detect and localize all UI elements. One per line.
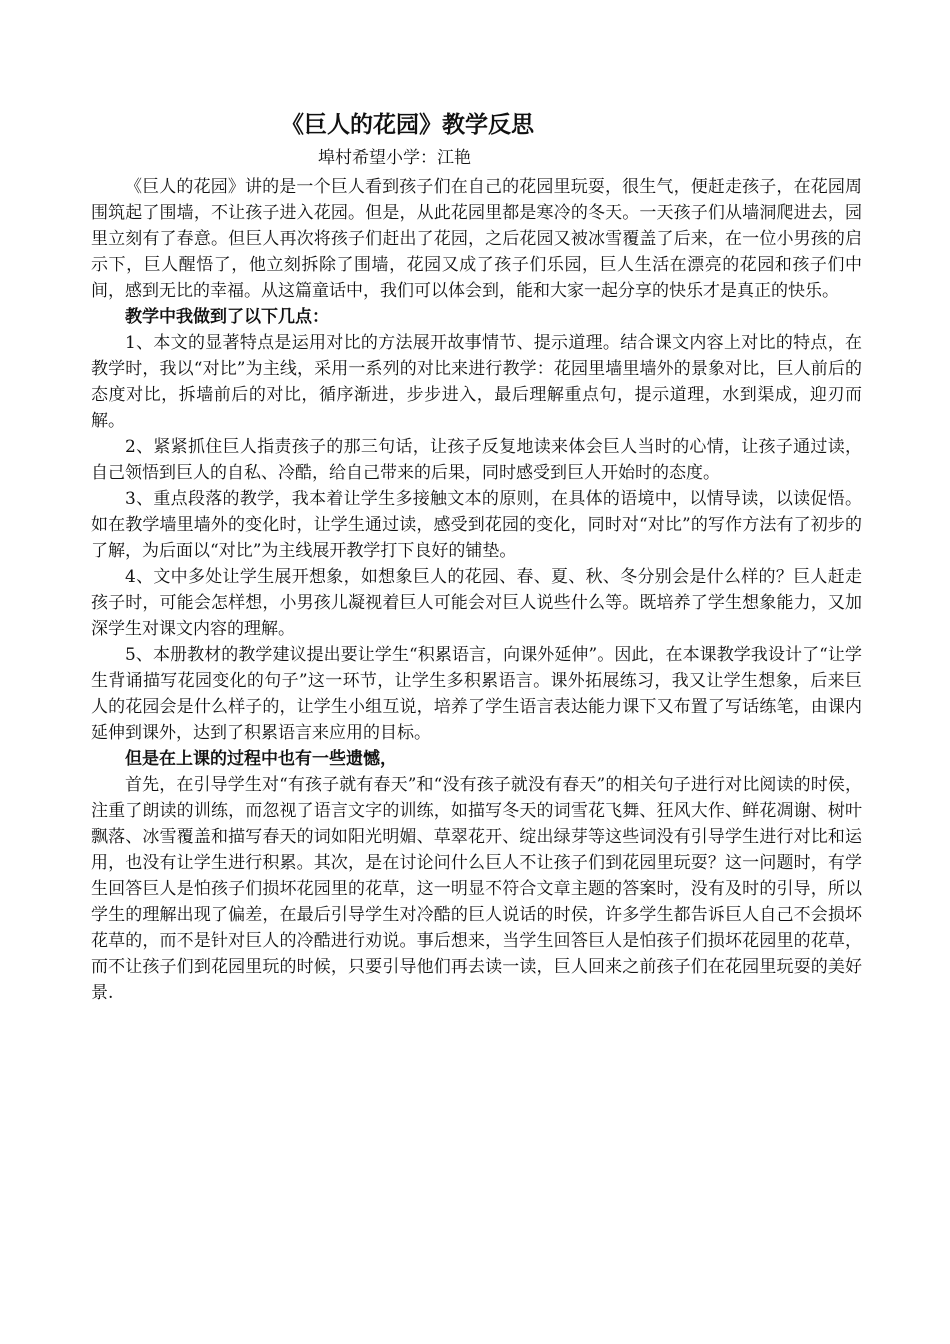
point-paragraph-1: 1、本文的显著特点是运用对比的方法展开故事情节、提示道理。结合课文内容上对比的特点，在教学时，我以“对比”为主线，采用一系列的对比来进行教学：花园里墙里墙外的景象对比，巨人前后的态度对比，拆墙前后的对比，循序渐进，步步进入，最后理解重点句，提示道理，水到渠成，迎刃而解。 bbox=[91, 333, 862, 431]
point-paragraph-4: 4、文中多处让学生展开想象，如想象巨人的花园、春、夏、秋、冬分别会是什么样的？巨人赶走孩子时，可能会怎样想，小男孩儿凝视着巨人可能会对巨人说些什么等。既培养了学生想象能力，又加深学生对课文内容的理解。 bbox=[91, 567, 862, 639]
intro-paragraph: 《巨人的花园》讲的是一个巨人看到孩子们在自己的花园里玩耍，很生气，便赶走孩子，在花园周围筑起了围墙，不让孩子进入花园。但是，从此花园里都是寒冷的冬天。一天孩子们从墙洞爬进去，园里立刻有了春意。但巨人再次将孩子们赶出了花园，之后花园又被冰雪覆盖了后来，在一位小男孩的启示下，巨人醒悟了，他立刻拆除了围墙，花园又成了孩子们乐园，巨人生活在漂亮的花园和孩子们中间，感到无比的幸福。从这篇童话中，我们可以体会到，能和大家一起分享的快乐才是真正的快乐。 bbox=[91, 177, 862, 301]
regret-paragraph: 首先，在引导学生对“有孩子就有春天”和“没有孩子就没有春天”的相关句子进行对比阅读的时侯，注重了朗读的训练，而忽视了语言文字的训练，如描写冬天的词雪花飞舞、狂风大作、鲜花凋谢、树叶飘落、冰雪覆盖和描写春天的词如阳光明媚、草翠花开、绽出绿芽等这些词没有引导学生进行对比和运用，也没有让学生进行积累。其次，是在讨论问什么巨人不让孩子们到花园里玩耍？这一问题时，有学生回答巨人是怕孩子们损坏花园里的花草，这一明显不符合文章主题的答案时，没有及时的引导，所以学生的理解出现了偏差，在最后引导学生对冷酷的巨人说话的时侯，许多学生都告诉巨人自己不会损坏花草的，而不是针对巨人的冷酷进行劝说。事后想来，当学生回答巨人是怕孩子们损坏花园里的花草，而不让孩子们到花园里玩的时候，只要引导他们再去读一读，巨人回来之前孩子们在花园里玩耍的美好景. bbox=[91, 775, 862, 1003]
point-paragraph-5: 5、本册教材的教学建议提出要让学生“积累语言，向课外延伸”。因此，在本课教学我设计了“让学生背诵描写花园变化的句子”这一环节，让学生多积累语言。课外拓展练习，我又让学生想象，后来巨人的花园会是什么样子的，让学生小组互说，培养了学生语言表达能力课下又布置了写话练笔，由课内延伸到课外，达到了积累语言来应用的目标。 bbox=[91, 645, 862, 743]
document-title: 《巨人的花园》教学反思 bbox=[281, 112, 534, 138]
author-line: 埠村希望小学：江艳 bbox=[318, 148, 471, 168]
section-heading-achievements: 教学中我做到了以下几点： bbox=[125, 307, 329, 327]
point-paragraph-2: 2、紧紧抓住巨人指责孩子的那三句话，让孩子反复地读来体会巨人当时的心情，让孩子通过读，自己领悟到巨人的自私、冷酷，给自己带来的后果，同时感受到巨人开始时的态度。 bbox=[91, 437, 862, 483]
point-paragraph-3: 3、重点段落的教学，我本着让学生多接触文本的原则，在具体的语境中，以情导读，以读促悟。如在教学墙里墙外的变化时，让学生通过读，感受到花园的变化，同时对“对比”的写作方法有了初步的了解，为后面以“对比”为主线展开教学打下良好的铺垫。 bbox=[91, 489, 862, 561]
document-body bbox=[91, 174, 862, 1006]
section-heading-regrets: 但是在上课的过程中也有一些遗憾， bbox=[125, 749, 397, 769]
